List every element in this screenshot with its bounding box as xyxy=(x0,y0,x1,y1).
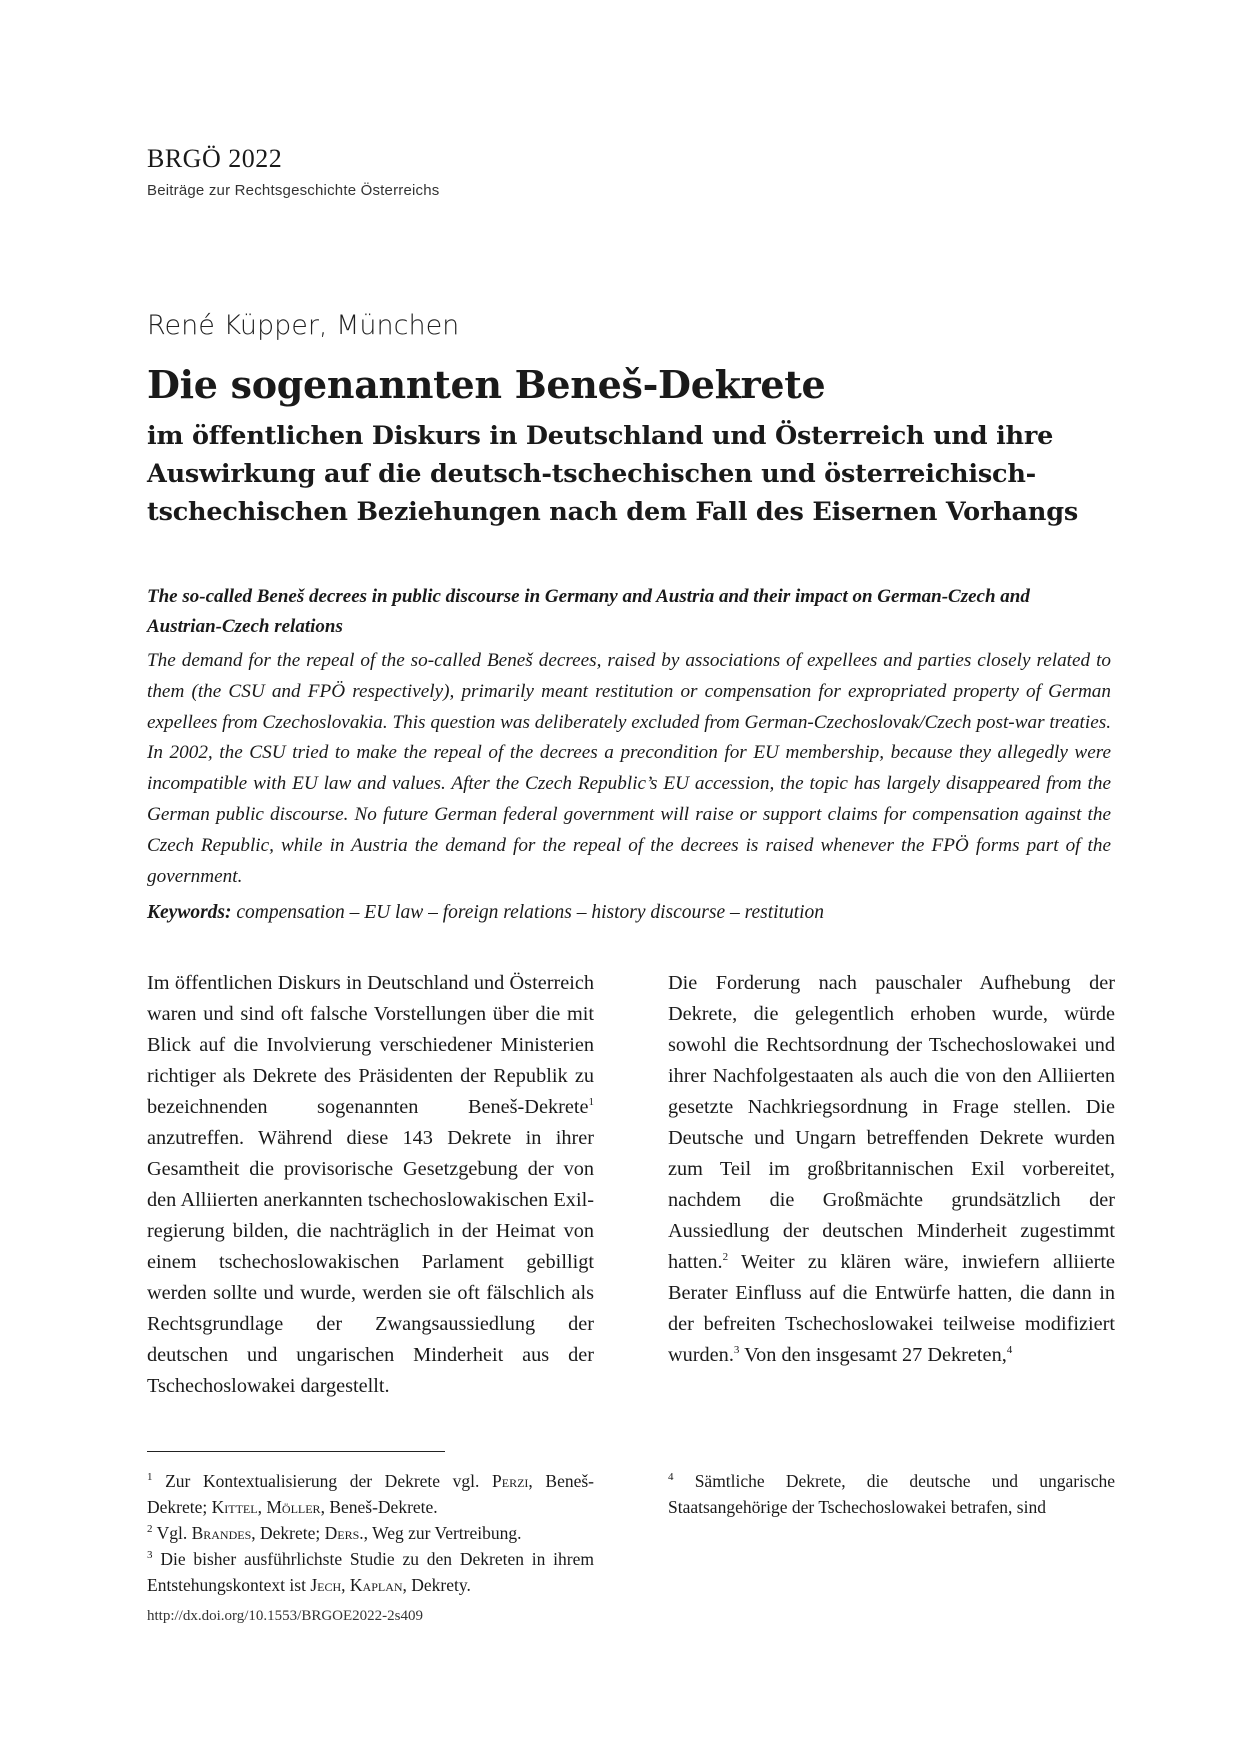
body-text: Die Forderung nach pauschaler Aufhebung der Dekrete, die gelegentlich erhoben wurde, würde sowohl die Rechtsordnung der Tschechoslowakei und ihrer Nachfolgestaaten als auch die von den Alliierten gesetzte Nachkriegsordnung in Frage stellen. Die Deutsche und Ungarn betreffenden Dekrete wurden zum Teil im großbritannischen Exil vorbereitet, nachdem die Großmächte grundsätzlich der Aussiedlung der deutschen Minderheit zugestimmt hatten. xyxy=(668,972,1115,1273)
footnote-text: , Beneš-Dekrete; xyxy=(147,1471,594,1517)
abstract-title: The so-called Beneš decrees in public discourse in Germany and Austria and their impact on German-Czech and Austrian-Czech relations xyxy=(147,586,1030,637)
author-ref: Perzi xyxy=(492,1471,529,1491)
article-title: Die sogenannten Beneš-Dekrete xyxy=(147,362,826,407)
footnote-text: , Weg zur Vertreibung. xyxy=(363,1523,522,1543)
footnote-text: Sämtliche Dekrete, die deutsche und ungarische Staatsangehörige der Tschechoslowakei betrafen, sind xyxy=(668,1471,1115,1517)
footnote-ref-2[interactable]: 2 xyxy=(722,1251,729,1264)
footnote-1 xyxy=(147,1468,594,1520)
footnote-text: , Beneš-Dekrete. xyxy=(320,1497,438,1517)
footnote-text: , xyxy=(341,1575,350,1595)
footnote-ref-1[interactable]: 1 xyxy=(588,1096,594,1109)
doi-link[interactable]: http://dx.doi.org/10.1553/BRGOE2022-2s409 xyxy=(147,1608,423,1624)
journal-subtitle: Beiträge zur Rechtsgeschichte Österreichs xyxy=(147,182,440,199)
body-text: anzutreffen. Während diese 143 Dekrete in ihrer Gesamtheit die provisorische Gesetzgebung der von den Alliierten anerkannten tschechoslowakischen Exilregierung bilden, die nachträglich in der Heimat von einem tschechoslowakischen Parlament gebilligt werden sollte und wurde, werden sie oft fälschlich als Rechtsgrundlage der Zwangsaussiedlung der deutschen und ungarischen Minderheit aus der Tschechoslowakei dargestellt. xyxy=(147,1127,594,1397)
author-ref: Ders. xyxy=(324,1523,364,1543)
article-subtitle: im öffentlichen Diskurs in Deutschland und Österreich und ihre Auswirkung auf die deutsch-tschechischen und österreichisch-tschechischen Beziehungen nach dem Fall des Eisernen Vorhangs xyxy=(147,421,1078,527)
footnote-text: Zur Kontextualisierung der Dekrete vgl. xyxy=(165,1471,493,1491)
author-ref: Jech xyxy=(310,1575,342,1595)
author-line: René Küpper, München xyxy=(147,310,460,341)
footnote-number: 3 xyxy=(147,1549,153,1562)
keywords-label: Keywords: xyxy=(147,902,232,923)
author-ref: Brandes xyxy=(191,1523,252,1543)
footnote-ref-3[interactable]: 3 xyxy=(733,1344,740,1357)
body-text: Im öffentlichen Diskurs in Deutschland und Österreich waren und sind oft falsche Vorstellungen über die mit Blick auf die Involvierung verschiedener Ministerien richtiger als Dekrete des Präsidenten der Republik zu bezeichnenden sogenannten Beneš-Dekrete xyxy=(147,972,594,1118)
footnotes-right xyxy=(668,1468,1115,1520)
footnote-3 xyxy=(147,1546,594,1598)
footnote-number: 1 xyxy=(147,1471,153,1484)
footnote-number: 2 xyxy=(147,1523,153,1536)
author-ref: Möller xyxy=(266,1497,321,1517)
keywords-list: compensation – EU law – foreign relations – history discourse – restitution xyxy=(236,902,825,923)
body-column-left xyxy=(147,968,594,1402)
footnote-text: , Dekrety. xyxy=(402,1575,471,1595)
footnote-number: 4 xyxy=(668,1471,674,1484)
footnote-text: Vgl. xyxy=(156,1523,192,1543)
footnote-text: , xyxy=(257,1497,267,1517)
abstract-body: The demand for the repeal of the so-called Beneš decrees, raised by associations of expellees and parties closely related to them (the CSU and FPÖ respectively), primarily meant restitution or compensation for expropriated property of German expellees from Czechoslovakia. This question was deliberately excluded from German-Czechoslovak/Czech post-war treaties. In 2002, the CSU tried to make the repeal of the decrees a precondition for EU membership, because they allegedly were incompatible with EU law and values. After the Czech Republic’s EU accession, the topic has largely disappeared from the German public discourse. No future German federal government will raise or support claims for compensation against the Czech Republic, while in Austria the demand for the repeal of the decrees is raised whenever the FPÖ forms part of the government. xyxy=(147,650,1111,887)
author-ref: Kaplan xyxy=(349,1575,403,1595)
footnote-text: , Dekrete; xyxy=(251,1523,325,1543)
body-column-right xyxy=(668,968,1115,1371)
keywords xyxy=(147,902,1107,924)
author-ref: Kittel xyxy=(211,1497,258,1517)
footnote-ref-4[interactable]: 4 xyxy=(1006,1344,1013,1357)
body-text: Weiter zu klären wäre, inwiefern alliierte Berater Einfluss auf die Entwürfe hatten, die dann in der befreiten Tschechoslowakei teilweise modifiziert wurden. xyxy=(668,1251,1115,1366)
footnote-4 xyxy=(668,1468,1115,1520)
body-text: Von den insgesamt 27 Dekreten, xyxy=(739,1344,1007,1366)
footnotes-left xyxy=(147,1468,594,1598)
footnote-2 xyxy=(147,1520,594,1546)
footnote-text: Die bisher ausführlichste Studie zu den Dekreten in ihrem Entstehungskontext ist xyxy=(147,1549,594,1595)
footnote-divider xyxy=(147,1451,445,1452)
journal-title: BRGÖ 2022 xyxy=(147,144,283,173)
